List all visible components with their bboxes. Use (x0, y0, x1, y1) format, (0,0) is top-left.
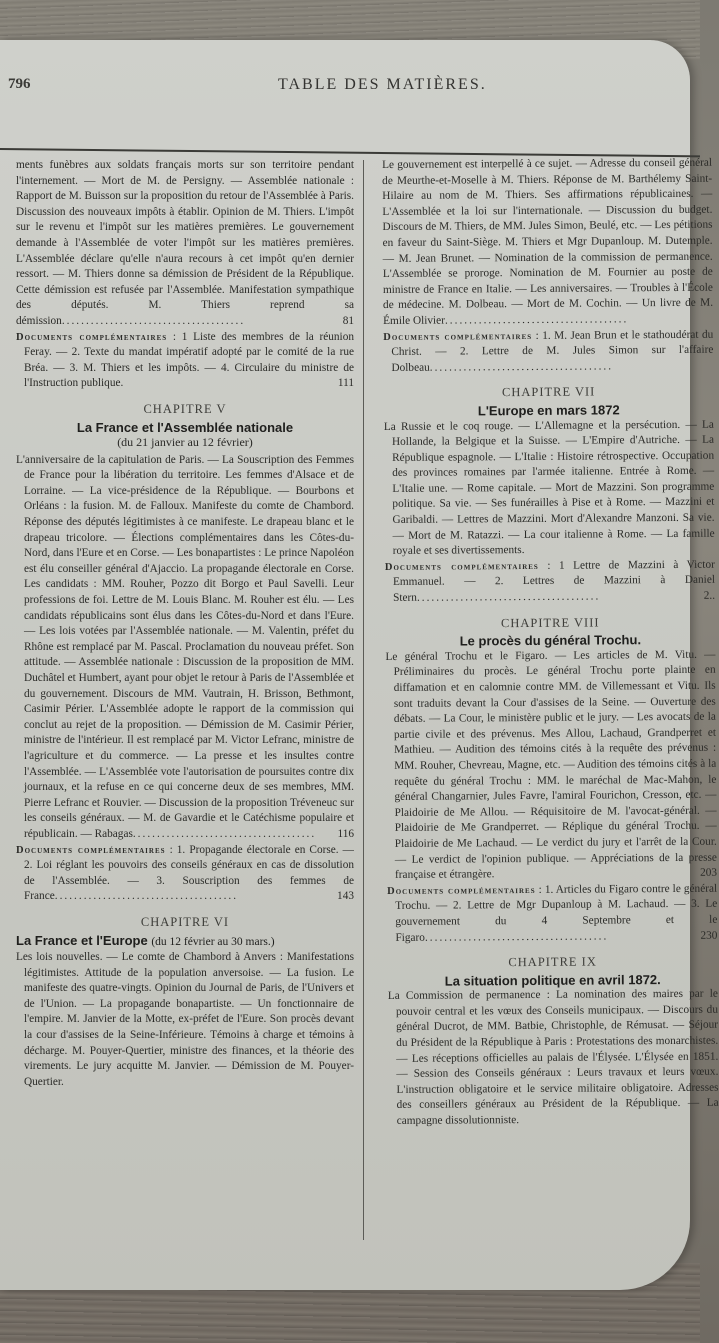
entry-page-number: 2.. (703, 589, 716, 602)
documents-label: Documents complémentaires (387, 884, 536, 897)
toc-entry (384, 417, 715, 560)
documents-entry (387, 881, 717, 946)
leader-dots: ...................................... (54, 890, 239, 903)
chapter-title: La situation politique en avril 1872. (444, 971, 661, 989)
entry-text: : 1 Lettre de Mazzini à Victor Emmanuel. — 2. Lettres de Mazzini à Daniel Stern (392, 558, 715, 604)
chapter-dates: (du 21 janvier au 12 février) (117, 435, 253, 450)
entry-page-number: 230 (700, 929, 718, 942)
toc-entry (388, 987, 719, 1130)
chapter-title: Le procès du général Trochu. (459, 632, 642, 649)
chapter-number: CHAPITRE VII (501, 384, 596, 400)
entry-text: Le gouvernement est interpellé à ce sujet. — Adresse du conseil général de Meurthe-et-Moselle à M. Thiers. Réponse de M. Barthélemy Saint-Hilaire au nom de M. Thiers. Ses affirmations républicaines. — L'Assemblée et la loi sur l'internationale. — Discussion du budget. Discours de M. Thiers, de MM. Jules Simon, Beulé, etc. — Les pétitions en faveur du Saint-Siège. M. Thiers et Mgr Dupanloup. M. Dutemple. — M. Jean Brunet. — Nomination de la commission de permanence. L'Assemblée se proroge. Nomination de M. Fournier au poste de ministre de France en Italie. — Les anniversaires. — Troubles à l'École de médecine. M. Dolbeau. — Mort de M. Cochin. — Un livre de M. Émile Olivier (382, 156, 714, 327)
documents-entry (383, 327, 713, 376)
chapter-dates: (du 12 février au 30 mars.) (151, 935, 275, 948)
toc-entry (16, 158, 354, 330)
leader-dots: ...................................... (416, 590, 601, 604)
entry-text: : 1 Liste des membres de la réunion Feray. — 2. Texte du mandat impératif adopté par le comité de la rue Bréa. — 3. M. Thiers et les impôts. — 4. Circulaire du ministre de l'Instruction publique. (24, 330, 354, 390)
entry-page-number: 203 (700, 866, 718, 879)
entry-text: : 1. M. Jean Brun et le stathoudérat du Christ. — 2. Lettre de M. Jules Simon sur l'affaire Dolbeau (391, 328, 714, 374)
entry-text: La Commission de permanence : La nomination des maires par le pouvoir central et les vœux des Conseils municipaux. — Discours du général Ducrot, de MM. Batbie, Christophle, de Rémusat. — Séjour du Président de la République à Paris : Protestations des monarchistes. — Les réceptions officielles au palais de l'Élysée. L'Élysée en 1851. — Session des Conseils généraux : Leurs travaux et leurs vœux. L'instruction obligatoire et le service militaire obligatoire. Adresses des conseillers généraux au Président de la République. — La campagne dissolutionniste. (387, 987, 719, 1127)
entry-text: L'anniversaire de la capitulation de Paris. — La Souscription des Femmes de France pour la libération du territoire. Les femmes d'Alsace et de Lorraine. — La vice-présidence de la République. — Bourbons et Orléans : la fusion. M. de Falloux. Manifeste du comte de Chambord. Réponse des députés légitimistes à ce manifeste. Le drapeau blanc et le drapeau tricolore. — Élections complémentaires dans les Côtes-du-Nord, dans l'Eure et en Corse. — Les bonapartistes : Le prince Napoléon est élu conseiller général d'Ajaccio. La propagande électorale en Corse. Les candidats : MM. Rouher, Pozzo dit Borgo et Paul Savelli. Leur professions de foi. Lettre de M. Louis Blanc. M. Rouher est élu. — Les candidats républicains sont élus dans les Côtes-du-Nord et dans l'Eure. — Les lois votées par l'Assemblée nationale. — M. Valentin, préfet du Rhône est remplacé par M. Pascal. Proclamation du nouveau préfet. Son attitude. — Assemblée nationale : Discussion de la proposition de MM. Duchâtel et Humbert, ayant pour objet le retour à Paris de l'Assemblée et du gouvernement. Discours de MM. Vautrain, H. Brisson, Bethmont, Casimir Périer. L'Assemblée adopte le rapport de la commission qui conclut au rejet de la proposition. — Démission de M. Casimir Périer, ministre de l'intérieur. Il est remplacé par M. Victor Lefranc, ministre de l'agriculture et du commerce. — La presse et les insultes contre l'Assemblée. — L'Assemblée vote l'autorisation de poursuites contre dix journaux, et la refuse en ce qui concerne deux de ses membres, MM. Pierre Lefranc et Rouvier. — Discussion de la proposition Tréveneuc sur les conseils généraux. — M. de Gavardie et le Catéchisme populaire et républicain. — Rabagas (16, 453, 354, 840)
toc-entry (385, 647, 717, 883)
entry-text: ments funèbres aux soldats français morts sur son territoire pendant l'internement. — Mort de M. de Persigny. — Assemblée nationale : Rapport de M. Buisson sur la proposition du retour de l'Assemblée à Paris. Discussion des nouveaux impôts à établir. Opinion de M. Thiers. L'impôt sur le revenu et l'impôt sur les matières premières. Le gouvernement demande à l'Assemblée de voter l'impôt sur les matières premières. L'Assemblée déclare qu'elle n'aura recours à cet impôt qu'en dernier ressort. — M. Thiers donne sa démission de Président de la République. Cette démission est refusée par l'Assemblée. Manifestation sympathique des députés. M. Thiers reprend sa démission (16, 159, 354, 327)
chapter-number: CHAPITRE VIII (500, 615, 600, 630)
leader-dots: ...................................... (132, 827, 317, 840)
toc-entry (16, 950, 354, 1090)
entry-text: Les lois nouvelles. — Le comte de Chambord à Anvers : Manifestations légitimistes. Attitude de la population anversoise. — La fusion. Le manifeste des quatre-vingts. Opinion du Journal de Paris, de l'Univers et de l'Union. — La propagande bonapartiste. — Un fonctionnaire de l'empire. M. Janvier de la Motte, ex-préfet de l'Eure. Son procès devant la cour d'assises de la Seine-Inférieure. Témoins à charge et témoins à décharge. M. Pouyer-Quertier, ministre des finances, et la théorie des virements. Le jury acquitte M. Janvier. — Démission de M. Pouyer-Quertier. (16, 951, 354, 1088)
documents-entry (16, 843, 354, 905)
chapter-number: CHAPITRE IX (508, 954, 597, 970)
documents-label: Documents complémentaires (384, 560, 539, 573)
page-header (8, 72, 698, 100)
chapter-number: CHAPITRE VI (140, 914, 230, 929)
right-column (382, 156, 719, 1130)
documents-entry (385, 558, 715, 607)
entry-page-number: 81 (342, 314, 354, 327)
leader-dots: ...................................... (424, 929, 609, 944)
documents-label: Documents complémentaires (383, 330, 533, 343)
running-title: TABLE DES MATIÈRES. (278, 76, 487, 93)
entry-page-number: 143 (337, 890, 354, 903)
entry-text: Le général Trochu et le Figaro. — Les articles de M. Vitu. — Préliminaires du procès. Le général Trochu porte plainte en diffamation et en calomnie contre MM. de Villemessant et Vitu. Ils sont traduits devant la Cour d'assises de la Seine. — Ouverture des débats. — La Cour, le ministère public et le jury. — Les avocats de la partie civile et des prévenus. Mes Allou, Lachaud, Grandperret et Mathieu. — Audition des témoins cités à la requête des prévenus : MM. Rouher, Chevreau, Magne, etc. — Audition des témoins cités à la requête du général Trochu : MM. le maréchal de Mac-Mahon, le général Changarnier, Jules Favre, l'amiral Fourichon, Cresson, etc. — Plaidoirie de Me Allou. — Réquisitoire de M. l'avocat-général. — Plaidoirie de Me Grandperret. — Réplique du général Trochu. — Plaidoirie de Me Lachaud. — Le verdict du jury et l'arrêt de la Cour. — Le verdict de l'opinion publique. — Appréciations de la presse française et étrangère. (385, 648, 717, 882)
documents-label: Documents complémentaires (16, 331, 168, 343)
chapter-number: CHAPITRE V (143, 401, 227, 416)
leader-dots: ...................................... (61, 314, 246, 327)
toc-entry (16, 453, 354, 843)
chapter-title: La France et l'Assemblée nationale (76, 419, 294, 435)
chapter-title (16, 933, 354, 951)
entry-text: : 1. Articles du Figaro contre le général Trochu. — 2. Lettre de Mgr Dupanloup à M. Lachaud. — 3. Le gouvernement du 4 Septembre et le Figaro (395, 882, 718, 944)
entry-page-number: 116 (337, 827, 354, 840)
page-number: 796 (8, 76, 31, 92)
left-column (16, 158, 354, 1090)
entry-text: : 1. Propagande électorale en Corse. — 2. Loi réglant les pouvoirs des conseils généraux en cas de dissolution de l'Assemblée. — 3. Souscription des femmes de France (24, 843, 354, 903)
chapter-title: L'Europe en mars 1872 (477, 402, 620, 419)
chapter-title-text: La France et l'Europe (16, 932, 148, 948)
documents-entry (16, 330, 354, 392)
toc-entry (382, 156, 713, 330)
column-divider (363, 160, 364, 1240)
leader-dots: ...................................... (429, 360, 614, 374)
leader-dots: ...................................... (444, 313, 629, 327)
entry-page-number: 111 (337, 377, 354, 390)
entry-text: La Russie et le coq rouge. — L'Allemagne et la persécution. — La Hollande, la Belgique et la Suisse. — L'Empire d'Autriche. — La République espagnole. — L'Italie : Histoire rétrospective. Occupation des provinces romaines par l'armée italienne. Entrée à Rome. — L'Italie une. — Rome capitale. — Mort de Mazzini. Son programme politique. Sa vie. — Ses funérailles à Pise et à Rome. — Mazzini et Garibaldi. — Lettres de Mazzini. Mort d'Alexandre Manzoni. Sa vie. — Mort de M. Ratazzi. — La cour italienne à Rome. — La famille royale et ses divertissements. (383, 418, 715, 558)
documents-label: Documents complémentaires (16, 844, 166, 856)
